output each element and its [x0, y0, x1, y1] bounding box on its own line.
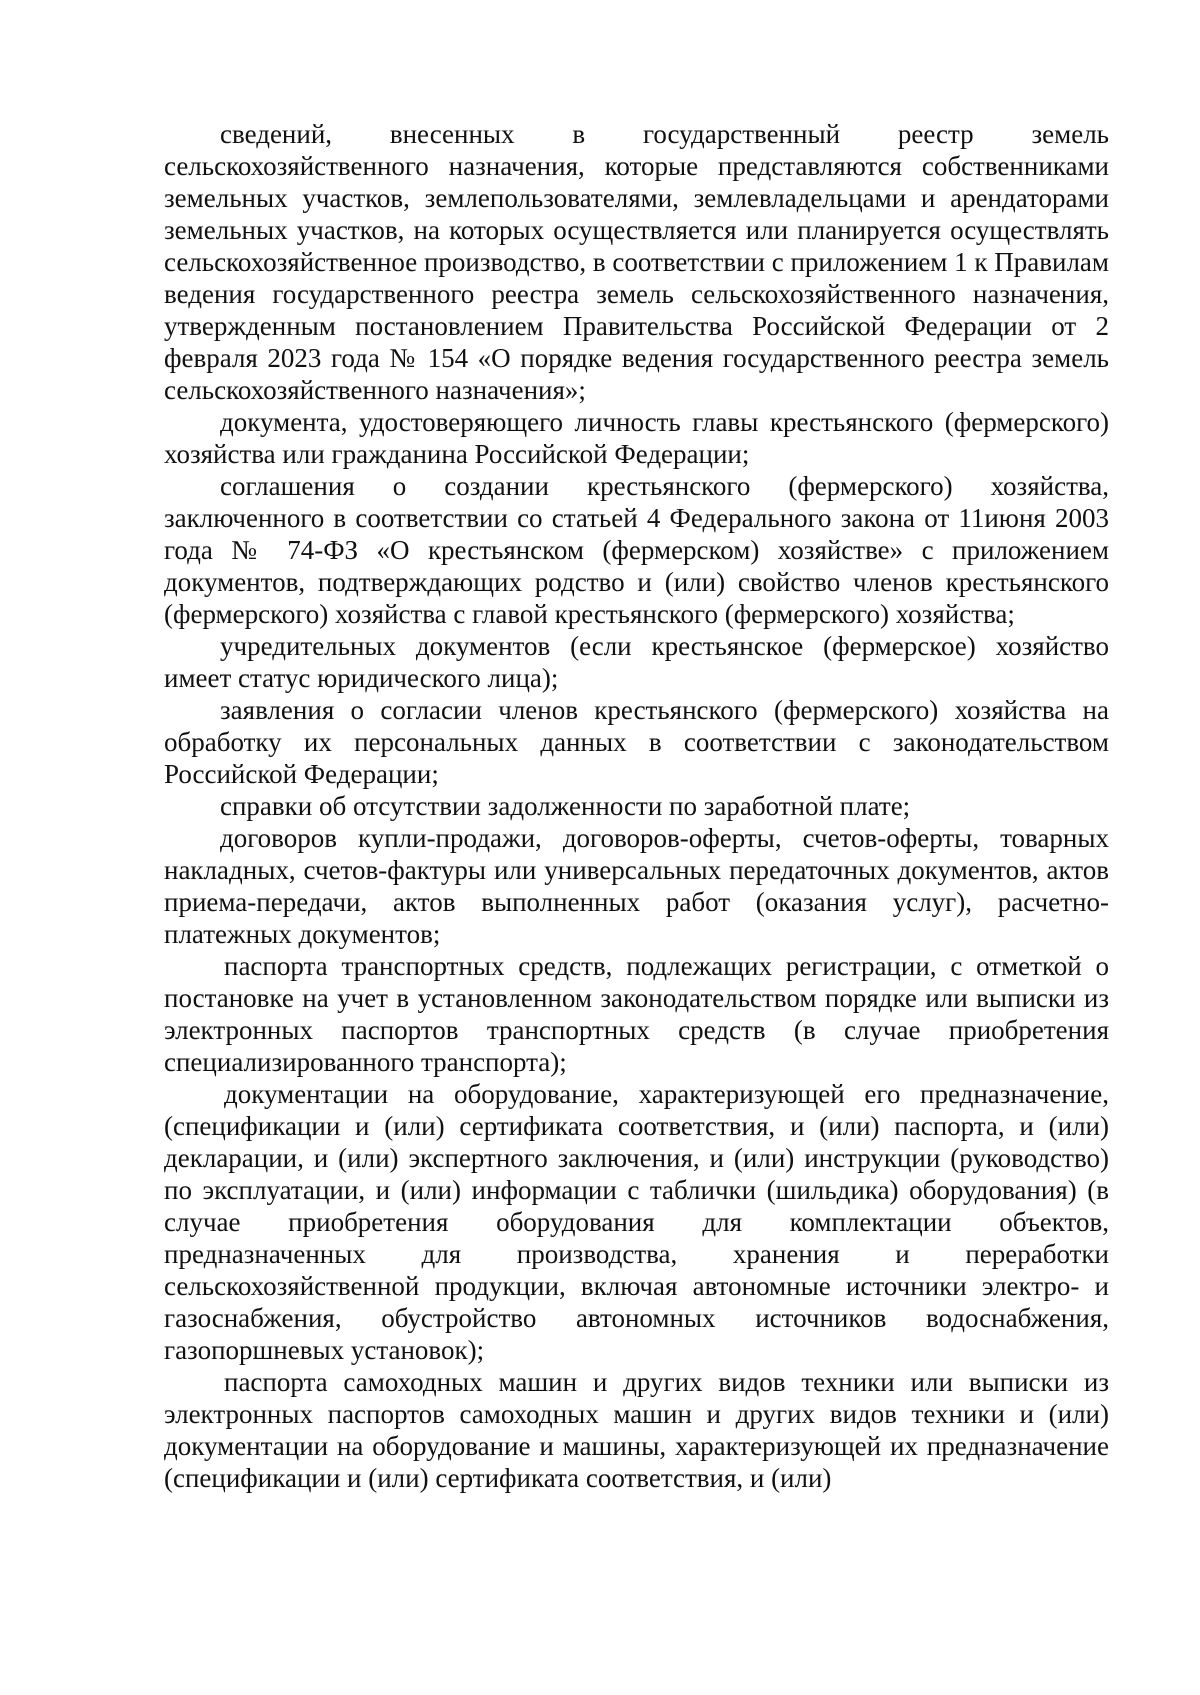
paragraph-vehicle-passports: паспорта транспортных средств, подлежащих регистрации, с отметкой о постановке на учет в установленном законодательством порядке или выписки из электронных паспортов транспортных средств (в случае приобретения специализированного транспорта);: [164, 951, 1109, 1077]
paragraph-no-wage-debt: справки об отсутствии задолженности по заработной плате;: [220, 791, 911, 821]
document-body: [164, 118, 1109, 1494]
paragraph-purchase-contracts: договоров купли-продажи, договоров-оферты, счетов-оферты, товарных накладных, счетов-фактуры или универсальных передаточных документов, актов приема-передачи, актов выполненных работ (оказания услуг), расчетно-платежных документов;: [164, 823, 1109, 949]
paragraph-founding-documents: учредительных документов (если крестьянское (фермерское) хозяйство имеет статус юридического лица);: [164, 631, 1109, 693]
paragraph-farm-agreement: соглашения о создании крестьянского (фермерского) хозяйства, заключенного в соответствии со статьей 4 Федерального закона от 11июня 2003 года № 74-ФЗ «О крестьянском (фермерском) хозяйстве» с приложением документов, подтверждающих родство и (или) свойство членов крестьянского (фермерского) хозяйства с главой крестьянского (фермерского) хозяйства;: [164, 471, 1109, 629]
paragraph-self-propelled-machines: паспорта самоходных машин и других видов техники или выписки из электронных паспортов самоходных машин и других видов техники и (или) документации на оборудование и машины, характеризующей их предназначение (спецификации и (или) сертификата соответствия, и (или): [164, 1367, 1109, 1493]
paragraph-register-info: сведений, внесенных в государственный реестр земель сельскохозяйственного назначения, которые представляются собственниками земельных участков, землепользователями, землевладельцами и арендаторами земельных участков, на которых осуществляется или планируется осуществлять сельскохозяйственное производство, в соответствии с приложением 1 к Правилам ведения государственного реестра земель сельскохозяйственного назначения, утвержденным постановлением Правительства Российской Федерации от 2 февраля 2023 года № 154 «О порядке ведения государственного реестра земель сельскохозяйственного назначения»;: [164, 119, 1109, 405]
paragraph-identity-document: документа, удостоверяющего личность главы крестьянского (фермерского) хозяйства или гражданина Российской Федерации;: [164, 407, 1109, 469]
paragraph-personal-data-consent: заявления о согласии членов крестьянского (фермерского) хозяйства на обработку их персональных данных в соответствии с законодательством Российской Федерации;: [164, 695, 1109, 789]
paragraph-equipment-documentation: документации на оборудование, характеризующей его предназначение, (спецификации и (или) сертификата соответствия, и (или) паспорта, и (или) декларации, и (или) экспертного заключения, и (или) инструкции (руководство) по эксплуатации, и (или) информации с таблички (шильдика) оборудования) (в случае приобретения оборудования для комплектации объектов, предназначенных для производства, хранения и переработки сельскохозяйственной продукции, включая автономные источники электро- и газоснабжения, обустройство автономных источников водоснабжения, газопоршневых установок);: [164, 1079, 1109, 1365]
